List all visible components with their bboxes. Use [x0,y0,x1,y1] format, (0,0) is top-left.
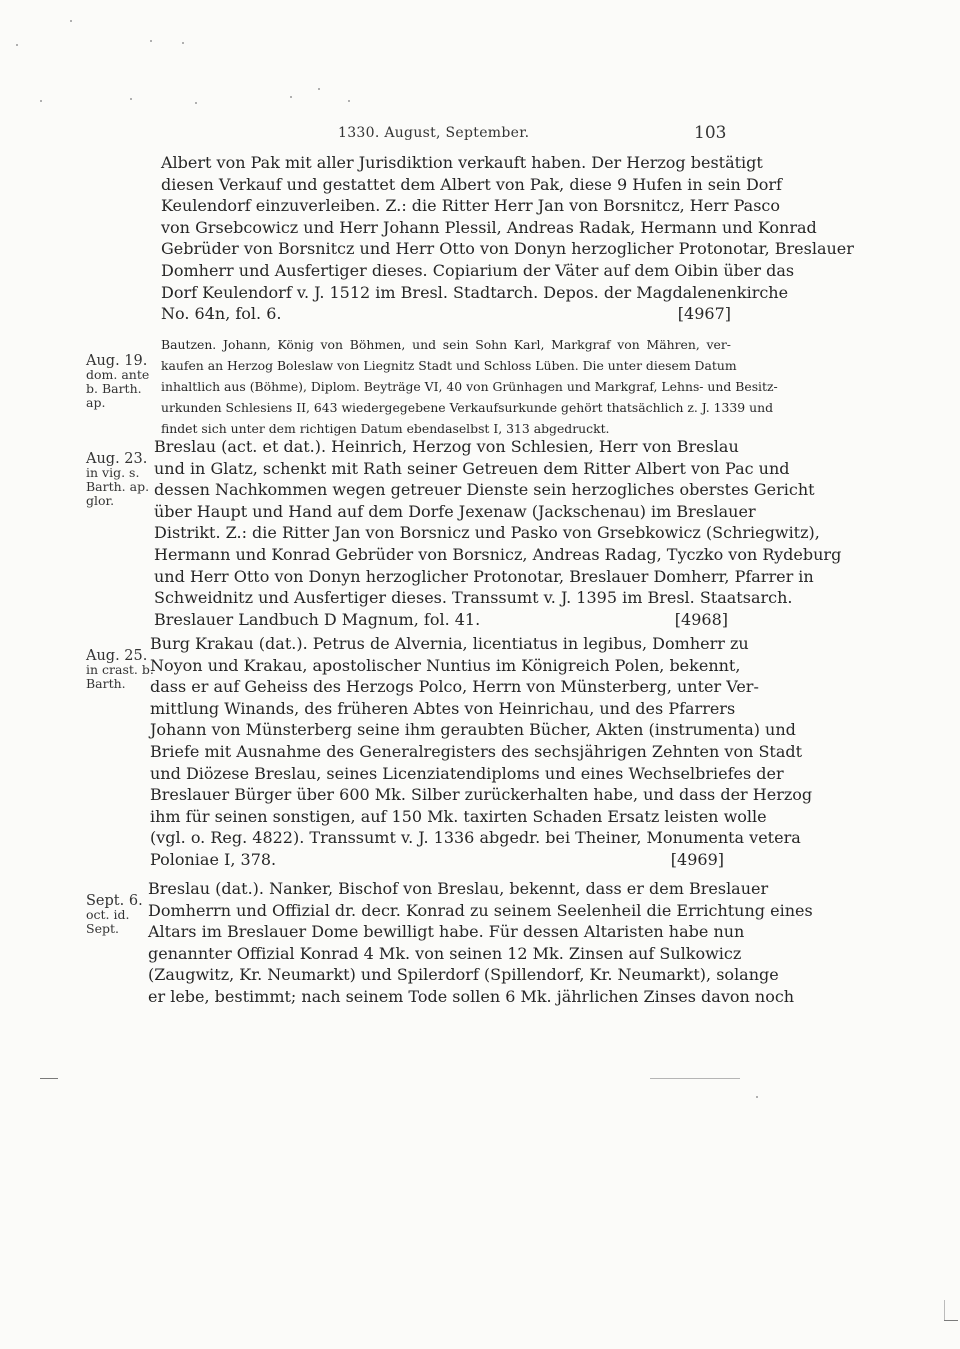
scan-speck [130,98,132,100]
scan-mark-edge [944,1320,958,1321]
margin-note [86,438,160,508]
scan-speck [40,100,42,102]
text-line: mittlung Winands, des früheren Abtes von Heinrichau, und des Pfarrers [150,698,736,718]
text-line: Albert von Pak mit aller Jurisdiktion verkauft haben. Der Herzog bestätigt [161,153,763,172]
entry-text [161,152,854,325]
scan-mark-right [650,1078,740,1079]
scan-speck [16,44,18,46]
scan-speck [756,1096,758,1098]
text-line: Noyon und Krakau, apostolischer Nuntius im Königreich Polen, bekennt, [150,655,741,675]
register-number: [4967] [677,304,731,324]
scan-speck [70,20,72,22]
text-line: Domherrn und Offizial dr. decr. Konrad zu seinem Seelenheil die Errichtung eines [148,900,813,920]
text-line: Bautzen. Johann, König von Böhmen, und sein Sohn Karl, Markgraf von Mähren, ver- [161,337,731,352]
text-line: und Diözese Breslau, seines Licenziatendiploms und eines Wechselbriefes der [150,763,784,783]
text-line: Altars im Breslauer Dome bewilligt habe. Für dessen Altaristen habe nun [148,922,745,942]
register-number: [4968] [674,609,728,629]
page-number: 103 [694,123,727,143]
text-line: Domherr und Ausfertiger dieses. Copiarium der Väter auf dem Oibin über das [161,260,795,280]
text-line: diesen Verkauf und gestattet dem Albert von Pak, diese 9 Hufen in sein Dorf [161,174,782,194]
entry-text [148,878,813,1008]
text-line: er lebe, bestimmt; nach seinem Tode sollen 6 Mk. jährlichen Zinses davon noch [148,986,795,1006]
text-line: Breslau (dat.). Nanker, Bischof von Breslau, bekennt, dass er dem Breslauer [148,879,769,898]
text-line: Breslauer Bürger über 600 Mk. Silber zurückerhalten habe, und dass der Herzog [150,785,813,805]
text-line: und in Glatz, schenkt mit Rath seiner Getreuen dem Ritter Albert von Pac und [154,458,790,478]
text-line: Hermann und Konrad Gebrüder von Borsnicz, Andreas Radag, Tyczko von Rydeburg [154,544,842,564]
text-line: (vgl. o. Reg. 4822). Transsumt v. J. 1336 abgedr. bei Theiner, Monumenta vetera [150,828,801,848]
entry-text [154,436,842,630]
text-line: Dorf Keulendorf v. J. 1512 im Bresl. Stadtarch. Depos. der Magdalenenkirche [161,282,789,302]
text-line: Schweidnitz und Ausfertiger dieses. Transsumt v. J. 1395 im Bresl. Staatsarch. [154,588,793,608]
text-line-last [161,303,731,325]
text-line: Breslauer Landbuch D Magnum, fol. 41. [154,609,481,629]
margin-feast: in vig. s. Barth. ap. glor. [86,465,150,508]
scan-speck [150,40,152,42]
margin-note [86,635,160,691]
margin-feast: oct. id. Sept. [86,907,130,936]
text-line: Gebrüder von Borsnitcz und Herr Otto von Donyn herzoglicher Protonotar, Breslauer [161,239,854,259]
page-header [0,125,960,149]
text-line: dass er auf Geheiss des Herzogs Polco, Herrn von Münsterberg, unter Ver- [150,677,759,697]
entry-text [161,334,778,439]
text-line: findet sich unter dem richtigen Datum ebendaselbst I, 313 abgedruckt. [161,421,610,436]
text-line: Briefe mit Ausnahme des Generalregisters des sechsjährigen Zehnten von Stadt [150,741,803,761]
text-line: Distrikt. Z.: die Ritter Jan von Borsnicz und Pasko von Grsebkowicz (Schriegwitz), [154,523,820,543]
text-line: urkunden Schlesiens II, 643 wiedergegebene Verkaufsurkunde gehört thatsächlich z. J. 1339 und [161,400,774,415]
scan-speck [348,100,350,102]
text-line: Keulendorf einzuverleiben. Z.: die Ritter Herr Jan von Borsnitcz, Herr Pasco [161,196,780,216]
margin-date: Aug. 25. [86,648,148,664]
text-line: ihm für seinen sonstigen, auf 150 Mk. taxirten Schaden Ersatz leisten wolle [150,806,767,826]
text-line-last [154,609,728,631]
text-line: von Grsebcowicz und Herr Johann Plessil, Andreas Radak, Hermann und Konrad [161,217,817,237]
text-line: inhaltlich aus (Böhme), Diplom. Beyträge VI, 40 von Grünhagen und Markgraf, Lehns- und Besitz- [161,379,778,394]
margin-date: Aug. 23. [86,451,148,467]
text-line: Burg Krakau (dat.). Petrus de Alvernia, licentiatus in legibus, Domherr zu [150,634,749,653]
text-line: dessen Nachkommen wegen getreuer Dienste sein herzogliches oberstes Gericht [154,480,815,500]
text-line: (Zaugwitz, Kr. Neumarkt) und Spilerdorf (Spillendorf, Kr. Neumarkt), solange [148,965,779,985]
scan-speck [182,42,184,44]
text-line: Breslau (act. et dat.). Heinrich, Herzog von Schlesien, Herr von Breslau [154,437,739,456]
margin-date: Sept. 6. [86,893,143,909]
scan-speck [195,102,197,104]
text-line: No. 64n, fol. 6. [161,304,282,324]
text-line: Johann von Münsterberg seine ihm geraubten Bücher, Akten (instrumenta) und [150,720,796,740]
text-line: genannter Offizial Konrad 4 Mk. von seinen 12 Mk. Zinsen auf Sulkowicz [148,943,742,963]
margin-feast: in crast. b. Barth. [86,662,154,691]
text-line-last [150,849,724,871]
register-number: [4969] [670,849,724,869]
scan-mark-edge-vertical [944,1300,945,1320]
text-line: Poloniae I, 378. [150,849,277,869]
scan-mark-left [40,1078,58,1079]
scan-speck [290,96,292,98]
text-line: kaufen an Herzog Boleslaw von Liegnitz Stadt und Schloss Lüben. Die unter diesem Datum [161,358,737,373]
margin-note [86,340,160,410]
text-line: und Herr Otto von Donyn herzoglicher Protonotar, Breslauer Domherr, Pfarrer in [154,566,814,586]
margin-feast: dom. ante b. Barth. ap. [86,367,150,410]
text-line: über Haupt und Hand auf dem Dorfe Jexenaw (Jackschenau) im Breslauer [154,501,756,521]
running-title: 1330. August, September. [338,125,530,141]
entry-text [150,633,813,871]
scan-speck [318,88,320,90]
margin-date: Aug. 19. [86,353,148,369]
